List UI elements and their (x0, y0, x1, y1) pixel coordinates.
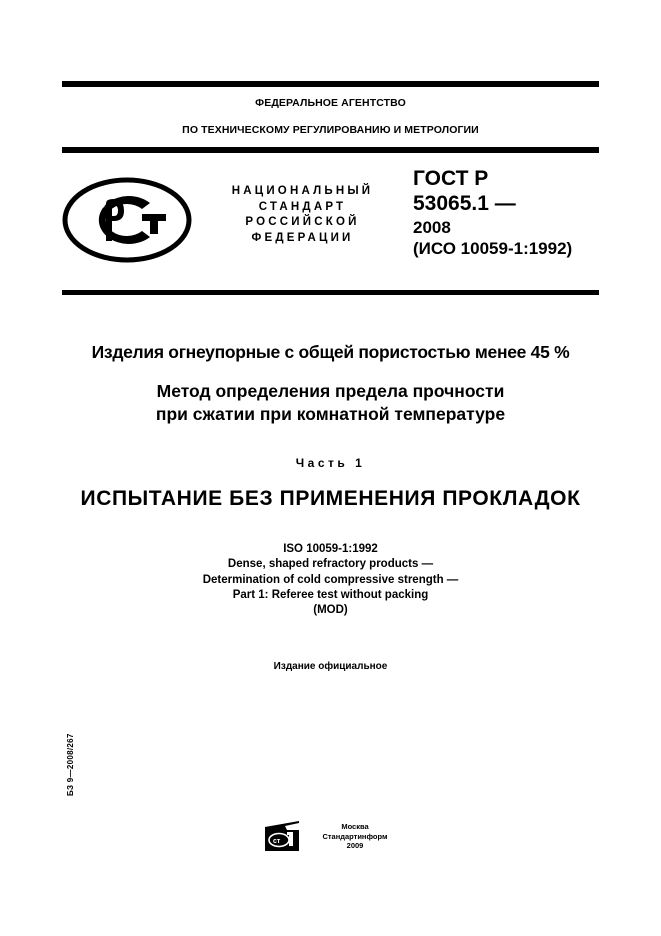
publisher-imprint (310, 822, 400, 851)
top-divider-bar (62, 81, 599, 87)
method-title (40, 380, 621, 426)
agency-name-line-1: ФЕДЕРАЛЬНОЕ АГЕНТСТВО (255, 97, 406, 109)
iso-reference-block (62, 542, 599, 618)
iso-number: ISO 10059-1:1992 (283, 543, 378, 555)
middle-divider-bar (62, 147, 599, 153)
iso-title-line: Part 1: Referee test without packing (232, 588, 429, 601)
publication-year: 2009 (346, 841, 364, 850)
designation-iso-equivalent: (ИСО 10059-1:1992) (413, 239, 573, 258)
iso-title-line: Dense, shaped refractory products — (227, 558, 434, 571)
bottom-divider-bar (62, 290, 599, 295)
national-standard-line: НАЦИОНАЛЬНЫЙ (231, 185, 374, 197)
designation-year: 2008 (413, 218, 451, 237)
standartinform-logo-icon (265, 821, 299, 851)
catalog-code: БЗ 9—2008/267 (66, 733, 75, 796)
designation-line-2: 53065.1 — (413, 192, 516, 215)
publisher-city: Москва (341, 822, 369, 831)
rst-certification-mark-icon (62, 177, 192, 263)
national-standard-line: СТАНДАРТ (258, 200, 347, 213)
official-edition-label: Издание официальное (273, 661, 388, 672)
document-title: Изделия огнеупорные с общей пористостью менее 45 % (91, 342, 570, 362)
part-title: ИСПЫТАНИЕ БЕЗ ПРИМЕНЕНИЯ ПРОКЛАДОК (80, 487, 581, 510)
agency-name-line-2: ПО ТЕХНИЧЕСКОМУ РЕГУЛИРОВАНИЮ И МЕТРОЛОГИИ (182, 124, 479, 136)
national-standard-line: РОССИЙСКОЙ (245, 216, 360, 228)
method-title-line-1: Метод определения предела прочности (156, 381, 505, 401)
national-standard-line: ФЕДЕРАЦИИ (251, 231, 354, 244)
part-label: Часть 1 (295, 456, 366, 470)
iso-modification-flag: (MOD) (313, 604, 348, 617)
iso-title-line: Determination of cold compressive strength — (202, 573, 459, 586)
standard-designation (413, 168, 572, 257)
svg-text:ст: ст (273, 838, 281, 845)
publisher-name: Стандартинформ (322, 831, 388, 841)
national-standard-label (215, 184, 390, 246)
method-title-line-2: при сжатии при комнатной температуре (155, 404, 506, 424)
designation-line-1: ГОСТ Р (413, 167, 489, 190)
